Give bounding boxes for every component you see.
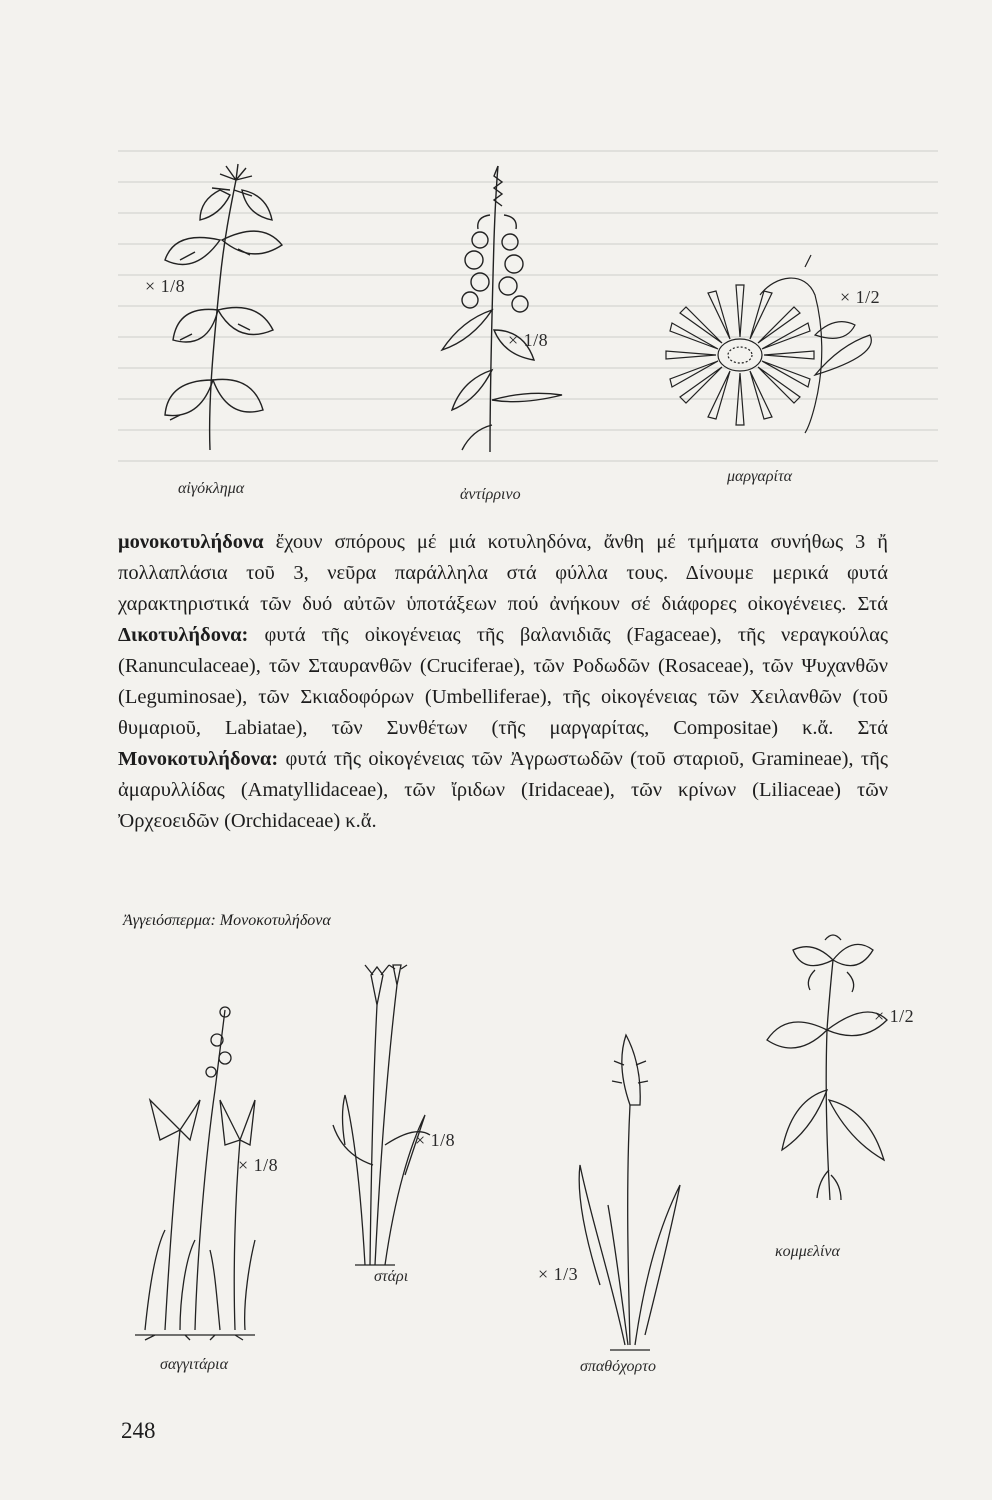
scale-label-kommelina: × 1/2 [874,1006,915,1026]
caption-sagittaria: σαγγιτάρια [160,1356,228,1373]
scale-label-aigoklima: × 1/8 [145,276,186,296]
scale-label-stari: × 1/8 [415,1130,456,1150]
caption-margarita: μαργαρίτα [727,468,793,485]
caption-antirrino: ἀντίρρινο [460,486,521,503]
figure-title: Ἀγγειόσπερμα: Μονοκοτυλήδονα [123,912,331,929]
snapdragon-illustration [430,160,570,460]
term-dicotyledons: Δικοτυλήδονα: [118,624,249,646]
body-text-1: ἔχουν σπόρους μέ μιά κοτυληδόνα, ἄνθη μέ τμήματα συνήθως 3 ἤ πολλαπλάσια τοῦ 3, νεῦρα παράλληλα στά φύλλα τους. Δίνουμε μερικά φυτά χαρακτηριστικά τῶν δυό αὐτῶν ὑποτάξεων πού ἀνήκουν σέ διάφορες οἰκογένειες. Στά [118,531,888,615]
caption-aigoklima: αἰγόκλημα [178,480,245,497]
caption-stari: στάρι [374,1268,409,1285]
body-text-2: φυτά τῆς οἰκογένειας τῆς βαλανιδιᾶς (Fagaceae), τῆς νεραγκούλας (Ranunculaceae), τῶν Σταυρανθῶν (Cruciferae), τῶν Ροδωδῶν (Rosaceae), τῶν Ψυχανθῶν (Leguminosae), τῶν Σκιαδοφόρων (Umbelliferae), τῆς οἰκογένειας τῶν Χειλανθῶν (τοῦ θυμαριοῦ, Labiatae), τῶν Συνθέτων (τῆς μαργαρίτας, Compositae) κ.ἄ. Στά [118,624,888,739]
honeysuckle-illustration [150,160,300,460]
scale-label-margarita: × 1/2 [840,287,881,307]
daisy-illustration [665,255,910,435]
term-monocotyledons-2: Μονοκοτυλήδονα: [118,748,279,770]
caption-kommelina: κομμελίνα [775,1243,840,1260]
scale-label-sagittaria: × 1/8 [238,1155,279,1175]
scale-label-spathochorto: × 1/3 [538,1264,579,1284]
wheat-illustration [325,965,435,1275]
body-paragraph [118,527,888,837]
scale-label-antirrino: × 1/8 [508,330,549,350]
page-number: 248 [121,1418,156,1443]
body-text-3: φυτά τῆς οἰκογένειας τῶν Ἀγρωστωδῶν (τοῦ σταριοῦ, Gramineae), τῆς ἀμαρυλλίδας (Amatyllidaceae), τῶν ἴριδων (Iridaceae), τῶν κρίνων (Liliaceae) τῶν Ὀρχεοειδῶν (Orchidaceae) κ.ἄ. [118,748,888,832]
grass-illustration [560,1025,700,1355]
term-monocotyledons: μονοκοτυλήδονα [118,531,264,553]
commelina-illustration [755,930,895,1210]
caption-spathochorto: σπαθόχορτο [580,1358,656,1375]
